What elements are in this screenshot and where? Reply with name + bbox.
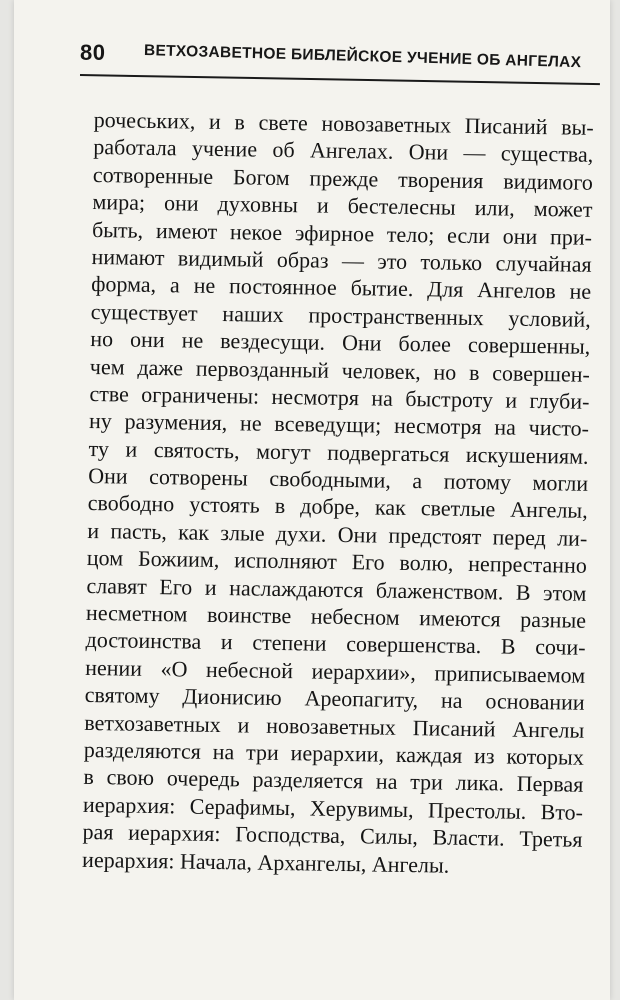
- text-line: мира; они духовны и бестелесны или, может: [92, 189, 593, 223]
- text-line: чем даже первозданный человек, но в совершен-: [89, 353, 591, 387]
- page-number: 80: [80, 40, 106, 65]
- text-line: нении «О небесной иерархии», приписываемом: [84, 654, 586, 688]
- text-line: ту и святость, могут подвергаться искушениям.: [88, 435, 589, 469]
- text-line: нимают видимый образ — это только случайная: [91, 243, 592, 277]
- text-line: но они не вездесущи. Они более совершенны,: [90, 326, 591, 359]
- text-line: иерархия: Серафимы, Херувимы, Престолы. Вто-: [82, 791, 584, 825]
- running-title: ВЕТХОЗАВЕТНОЕ БИБЛЕЙСКОЕ УЧЕНИЕ ОБ АНГЕЛАХ: [143, 42, 582, 72]
- text-line: несметном воинстве небесном имеются разные: [85, 599, 587, 633]
- text-line: ну разумения, не всеведущи; несмотря на чисто-: [88, 408, 590, 442]
- text-line: рая иерархия: Господства, Силы, Власти. Третья: [82, 819, 583, 852]
- body-text: [82, 106, 594, 881]
- text-line: Они сотворены свободными, а потому могли: [87, 463, 589, 496]
- text-line: работала учение об Ангелах. Они — существа,: [93, 134, 594, 168]
- text-line: цом Божиим, исполняют Его волю, непрестанно: [86, 545, 588, 579]
- text-line: разделяются на три иерархии, каждая из которых: [83, 736, 585, 770]
- header-rule: [80, 74, 600, 85]
- text-line: в свою очередь разделяется на три лика. Первая: [83, 764, 584, 798]
- text-line: иерархия: Начала, Архангелы, Ангелы.: [81, 846, 450, 878]
- text-line: быть, имеют некое эфирное тело; если они при-: [91, 216, 593, 250]
- book-page: [14, 0, 610, 1000]
- text-line: и пасть, как злые духи. Они предстоят перед ли-: [87, 517, 588, 551]
- text-line: славят Его и наслаждаются блаженством. В этом: [86, 572, 587, 606]
- text-line: сотворенные Богом прежде творения видимого: [92, 161, 594, 195]
- page-header: [80, 30, 600, 78]
- text-line: достоинства и степени совершенства. В сочи-: [85, 627, 586, 661]
- text-line: существует наших пространственных условий,: [90, 298, 591, 332]
- text-line: свободно устоять в добре, как светлые Ангелы,: [87, 490, 588, 524]
- text-line: форма, а не постоянное бытие. Для Ангелов не: [91, 271, 592, 305]
- text-line: стве ограничены: несмотря на быстроту и глуби-: [89, 380, 590, 414]
- text-line: ветхозаветных и новозаветных Писаний Ангелы: [84, 709, 585, 743]
- text-line: святому Дионисию Ареопагиту, на основании: [84, 682, 585, 715]
- text-line: рочеських, и в свете новозаветных Писаний вы-: [93, 106, 594, 140]
